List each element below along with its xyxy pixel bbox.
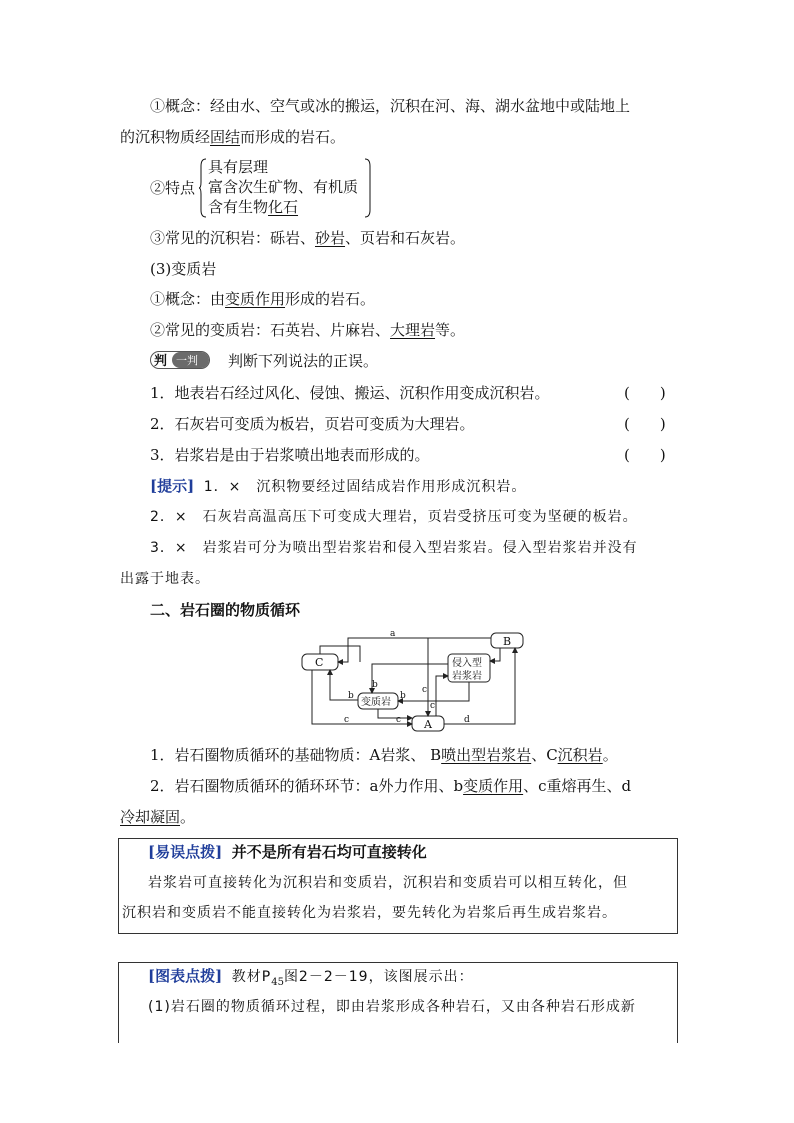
tip1-tag: [易误点拨]: [148, 843, 223, 861]
node-a-label: A: [424, 718, 432, 731]
answer-line-1: [150, 745, 618, 765]
sed-feature-3: [208, 197, 298, 217]
edge-a-label: a: [390, 629, 396, 639]
text: 1．岩石圈物质循环的基础物质：A岩浆、 B: [150, 746, 442, 764]
text: 图2－2－19，该图展示出：: [283, 969, 474, 985]
text: ②常见的变质岩：石英岩、片麻岩、: [150, 321, 391, 339]
hint-line-2: 2．× 石灰岩高温高压下可变成大理岩，页岩受挤压可变为坚硬的板岩。: [150, 509, 638, 525]
answer-underline: 冷却凝固: [120, 808, 181, 826]
edge-b1-label: b: [348, 691, 354, 701]
tip1-header: [148, 842, 427, 862]
tip1-line-1: 岩浆岩可直接转化为沉积岩和变质岩，沉积岩和变质岩可以相互转化，但: [148, 875, 628, 891]
tip2-line-1: (1)岩石圈的物质循环过程，即由岩浆形成各种岩石，又由各种岩石形成新: [148, 999, 636, 1015]
answer-underline: 大理岩: [390, 321, 436, 339]
judge-badge-icon: [150, 351, 210, 369]
right-brace-icon: [364, 158, 372, 218]
tip1-title: 并不是所有岩石均可直接转化: [231, 843, 427, 861]
judge-badge-a: 判: [154, 354, 168, 369]
hint-line-1: [150, 476, 526, 497]
sed-feature-2: 富含次生矿物、有机质: [208, 178, 359, 196]
text: 1．× 沉积物要经过固结成岩作用形成沉积岩。: [203, 479, 527, 495]
hint-tag: [提示]: [150, 477, 195, 495]
answer-underline: 砂岩: [315, 229, 346, 247]
text: 而形成的岩石。: [240, 128, 346, 146]
text: 教材P: [231, 969, 272, 985]
node-intrusive-label-2: 岩浆岩: [452, 671, 482, 682]
edge-c1-label: c: [344, 715, 350, 725]
text: 、页岩和石灰岩。: [345, 229, 466, 247]
text: 2．岩石圈物质循环的循环环节：a外力作用、b: [150, 777, 464, 795]
judge-item-3: 3．岩浆岩是由于岩浆喷出地表而形成的。: [150, 446, 430, 464]
meta-heading: (3)变质岩: [150, 260, 217, 278]
judge-badge-b: 一判: [176, 354, 198, 367]
node-b-label: B: [503, 635, 512, 648]
text: 的沉积物质经: [120, 128, 211, 146]
hint-line-3: 3．× 岩浆岩可分为喷出型岩浆岩和侵入型岩浆岩。侵入型岩浆岩并没有: [150, 540, 638, 556]
meta-common: [150, 320, 465, 340]
judge-item-2: 2．石灰岩可变质为板岩，页岩可变质为大理岩。: [150, 415, 475, 433]
answer-underline: 变质作用: [225, 290, 286, 308]
tip2-header: [148, 966, 474, 993]
sed-concept-line1: ①概念：经由水、空气或冰的搬运，沉积在河、海、湖水盆地中或陆地上: [150, 97, 631, 115]
tip2-tag: [图表点拨]: [148, 967, 223, 985]
meta-concept: [150, 289, 375, 309]
answer-underline: 化石: [268, 198, 299, 216]
answer-underline: 变质作用: [463, 777, 524, 795]
text: 。: [180, 808, 196, 826]
sed-concept-line2: [120, 127, 345, 147]
judge-paren-3: ( ): [624, 446, 666, 464]
answer-line-2: [150, 776, 631, 796]
edge-b3-label: b: [372, 680, 378, 690]
sed-feature-1: 具有层理: [208, 158, 269, 176]
tip1-line-2: 沉积岩和变质岩不能直接转化为岩浆岩，要先转化为岩浆后再生成岩浆岩。: [122, 905, 617, 921]
text: 、c重熔再生、d: [523, 777, 632, 795]
edge-d-label: d: [464, 715, 470, 725]
text: 、C: [531, 746, 558, 764]
section2-title: 二、岩石圈的物质循环: [150, 601, 301, 619]
text: 含有生物: [208, 198, 269, 216]
text: 等。: [435, 321, 466, 339]
edge-b2-label: b: [400, 691, 406, 701]
edge-c4-label: c: [430, 701, 436, 711]
answer-underline: 固结: [210, 128, 241, 146]
judge-paren-1: ( ): [624, 384, 666, 402]
text: ③常见的沉积岩：砾岩、: [150, 229, 316, 247]
hint-line-4: 出露于地表。: [120, 571, 210, 587]
node-intrusive-label-1: 侵入型: [452, 658, 482, 669]
sed-common: [150, 228, 465, 248]
judge-paren-2: ( ): [624, 415, 666, 433]
answer-line-3: [120, 807, 195, 827]
text: 。: [602, 746, 618, 764]
page-subscript: 45: [271, 977, 284, 988]
answer-underline: 沉积岩: [557, 746, 603, 764]
edge-c2-label: c: [396, 715, 402, 725]
node-meta-label: 变质岩: [361, 697, 391, 708]
answer-underline: 喷出型岩浆岩: [441, 746, 532, 764]
node-c-label: C: [315, 656, 324, 669]
rock-cycle-diagram: [290, 626, 530, 734]
judge-intro: 判断下列说法的正误。: [228, 352, 379, 370]
text: 形成的岩石。: [285, 290, 376, 308]
edge-c3-label: c: [422, 685, 428, 695]
sed-feature-label: ②特点: [150, 179, 196, 197]
judge-item-1: 1．地表岩石经过风化、侵蚀、搬运、沉积作用变成沉积岩。: [150, 384, 550, 402]
text: ①概念：由: [150, 290, 226, 308]
left-brace-icon: [199, 158, 207, 218]
